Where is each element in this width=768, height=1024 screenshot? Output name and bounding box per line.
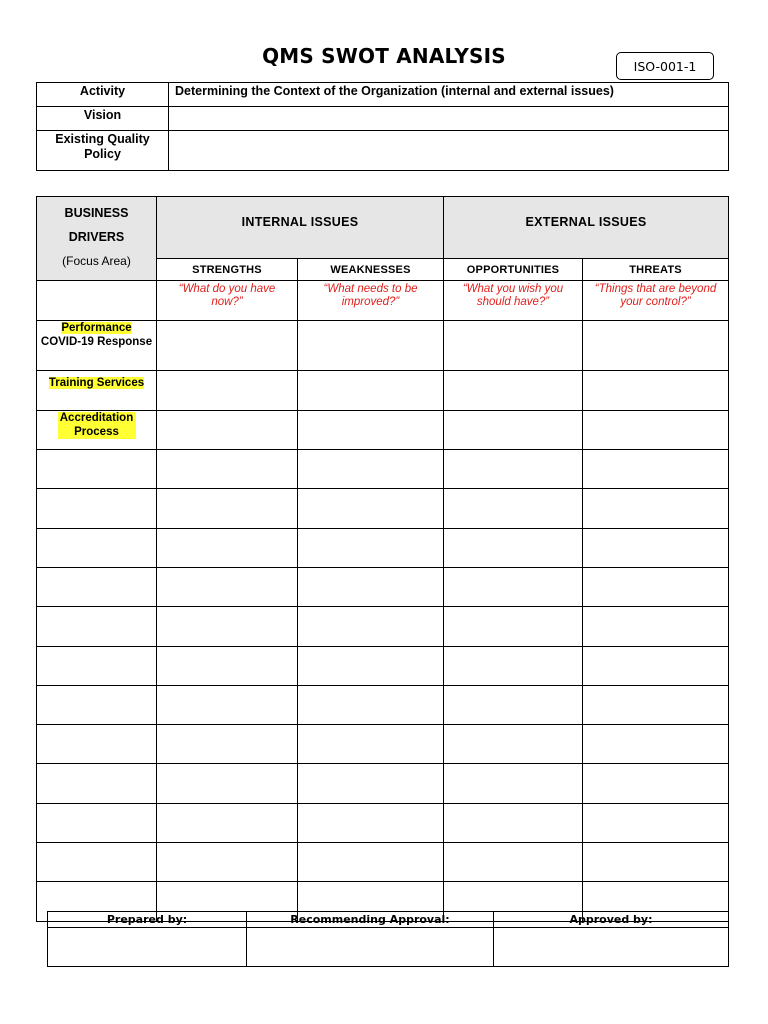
- table-row: [37, 411, 729, 450]
- opportunities-cell[interactable]: [444, 804, 583, 843]
- quality-policy-label: Existing Quality Policy: [37, 131, 169, 171]
- external-issues-header: EXTERNAL ISSUES: [444, 197, 729, 259]
- weaknesses-cell[interactable]: [298, 725, 444, 764]
- weaknesses-cell[interactable]: [298, 450, 444, 489]
- drivers-header-line2: DRIVERS: [68, 230, 125, 244]
- drivers-header-line1: BUSINESS: [64, 206, 129, 220]
- activity-value[interactable]: Determining the Context of the Organization (internal and external issues): [169, 83, 729, 107]
- strengths-cell[interactable]: [157, 568, 298, 607]
- weaknesses-cell[interactable]: [298, 321, 444, 371]
- threats-cell[interactable]: [583, 804, 729, 843]
- weaknesses-cell[interactable]: [298, 529, 444, 568]
- strengths-cell[interactable]: [157, 804, 298, 843]
- strengths-cell[interactable]: [157, 764, 298, 804]
- driver-cell[interactable]: [37, 804, 157, 843]
- table-row: [37, 647, 729, 686]
- document-code: ISO-001-1: [633, 58, 697, 74]
- driver-cell-accreditation-process[interactable]: [37, 411, 157, 450]
- driver-cell[interactable]: [37, 450, 157, 489]
- threats-cell[interactable]: [583, 607, 729, 647]
- threats-cell[interactable]: [583, 647, 729, 686]
- weaknesses-header: WEAKNESSES: [298, 259, 444, 281]
- strengths-cell[interactable]: [157, 489, 298, 529]
- threats-cell[interactable]: [583, 529, 729, 568]
- opportunities-cell[interactable]: [444, 568, 583, 607]
- driver-cell[interactable]: [37, 568, 157, 607]
- weaknesses-cell[interactable]: [298, 804, 444, 843]
- threats-cell[interactable]: [583, 568, 729, 607]
- strengths-prompt: “What do you have now?”: [157, 281, 298, 321]
- table-row: [37, 371, 729, 411]
- vision-value[interactable]: [169, 107, 729, 131]
- weaknesses-cell[interactable]: [298, 489, 444, 529]
- opportunities-cell[interactable]: [444, 371, 583, 411]
- prepared-by-signature-field[interactable]: [48, 928, 247, 967]
- table-row: [37, 568, 729, 607]
- strengths-cell[interactable]: [157, 411, 298, 450]
- opportunities-cell[interactable]: [444, 607, 583, 647]
- threats-cell[interactable]: [583, 764, 729, 804]
- driver-cell-training-services[interactable]: [37, 371, 157, 411]
- threats-cell[interactable]: [583, 371, 729, 411]
- quality-policy-value[interactable]: [169, 131, 729, 171]
- recommending-approval-label: Recommending Approval:: [247, 912, 494, 928]
- prepared-by-label: Prepared by:: [48, 912, 247, 928]
- document-code-box: [616, 52, 714, 80]
- strengths-cell[interactable]: [157, 321, 298, 371]
- strengths-cell[interactable]: [157, 371, 298, 411]
- strengths-cell[interactable]: [157, 647, 298, 686]
- swot-group-header-row: [37, 197, 729, 259]
- activity-label: Activity: [37, 83, 169, 107]
- strengths-cell[interactable]: [157, 686, 298, 725]
- threats-prompt: “Things that are beyond your control?”: [583, 281, 729, 321]
- threats-cell[interactable]: [583, 321, 729, 371]
- info-table: [36, 82, 729, 171]
- strengths-cell[interactable]: [157, 450, 298, 489]
- signature-header-row: [48, 912, 729, 928]
- opportunities-cell[interactable]: [444, 647, 583, 686]
- document-title: QMS SWOT ANALYSIS: [262, 44, 506, 68]
- strengths-cell[interactable]: [157, 725, 298, 764]
- table-row: [37, 529, 729, 568]
- weaknesses-cell[interactable]: [298, 568, 444, 607]
- weaknesses-cell[interactable]: [298, 371, 444, 411]
- opportunities-cell[interactable]: [444, 843, 583, 882]
- driver-cell[interactable]: [37, 489, 157, 529]
- approved-by-signature-field[interactable]: [494, 928, 729, 967]
- opportunities-prompt: “What you wish you should have?”: [444, 281, 583, 321]
- prompt-row-driver-cell[interactable]: [37, 281, 157, 321]
- driver-label: COVID-19 Response: [40, 335, 153, 348]
- driver-cell[interactable]: [37, 686, 157, 725]
- swot-prompt-row: [37, 281, 729, 321]
- strengths-cell[interactable]: [157, 529, 298, 568]
- opportunities-cell[interactable]: [444, 529, 583, 568]
- driver-highlight-label: Accreditation Process: [58, 412, 136, 439]
- table-row: [37, 321, 729, 371]
- drivers-header-line3: (Focus Area): [62, 254, 131, 268]
- opportunities-cell[interactable]: [444, 686, 583, 725]
- threats-cell[interactable]: [583, 489, 729, 529]
- info-row-vision: [37, 107, 729, 131]
- threats-cell[interactable]: [583, 843, 729, 882]
- threats-cell[interactable]: [583, 725, 729, 764]
- threats-header: THREATS: [583, 259, 729, 281]
- table-row: [37, 607, 729, 647]
- approved-by-label: Approved by:: [494, 912, 729, 928]
- driver-cell-performance[interactable]: [37, 321, 157, 371]
- table-row: [37, 450, 729, 489]
- table-row: [37, 804, 729, 843]
- internal-issues-header: INTERNAL ISSUES: [157, 197, 444, 259]
- signature-table: [47, 911, 729, 967]
- table-row: [37, 725, 729, 764]
- weaknesses-cell[interactable]: [298, 764, 444, 804]
- table-row: [37, 843, 729, 882]
- weaknesses-cell[interactable]: [298, 607, 444, 647]
- strengths-cell[interactable]: [157, 843, 298, 882]
- table-row: [37, 764, 729, 804]
- opportunities-cell[interactable]: [444, 764, 583, 804]
- table-row: [37, 489, 729, 529]
- opportunities-header: OPPORTUNITIES: [444, 259, 583, 281]
- weaknesses-cell[interactable]: [298, 411, 444, 450]
- info-row-quality-policy: [37, 131, 729, 171]
- weaknesses-cell[interactable]: [298, 843, 444, 882]
- vision-label: Vision: [37, 107, 169, 131]
- threats-cell[interactable]: [583, 686, 729, 725]
- opportunities-cell[interactable]: [444, 450, 583, 489]
- signature-input-row: [48, 928, 729, 967]
- opportunities-cell[interactable]: [444, 321, 583, 371]
- info-row-activity: [37, 83, 729, 107]
- driver-cell[interactable]: [37, 529, 157, 568]
- threats-cell[interactable]: [583, 450, 729, 489]
- driver-highlight-label: Performance: [61, 322, 132, 334]
- driver-cell[interactable]: [37, 725, 157, 764]
- weaknesses-prompt: “What needs to be improved?”: [298, 281, 444, 321]
- table-row: [37, 686, 729, 725]
- driver-cell[interactable]: [37, 764, 157, 804]
- strengths-cell[interactable]: [157, 607, 298, 647]
- driver-highlight-label: Training Services: [48, 377, 145, 389]
- strengths-header: STRENGTHS: [157, 259, 298, 281]
- weaknesses-cell[interactable]: [298, 686, 444, 725]
- driver-cell[interactable]: [37, 607, 157, 647]
- threats-cell[interactable]: [583, 411, 729, 450]
- weaknesses-cell[interactable]: [298, 647, 444, 686]
- opportunities-cell[interactable]: [444, 411, 583, 450]
- driver-cell[interactable]: [37, 647, 157, 686]
- driver-cell[interactable]: [37, 843, 157, 882]
- swot-table: [36, 196, 729, 922]
- opportunities-cell[interactable]: [444, 725, 583, 764]
- opportunities-cell[interactable]: [444, 489, 583, 529]
- business-drivers-header: [37, 197, 157, 281]
- recommending-approval-signature-field[interactable]: [247, 928, 494, 967]
